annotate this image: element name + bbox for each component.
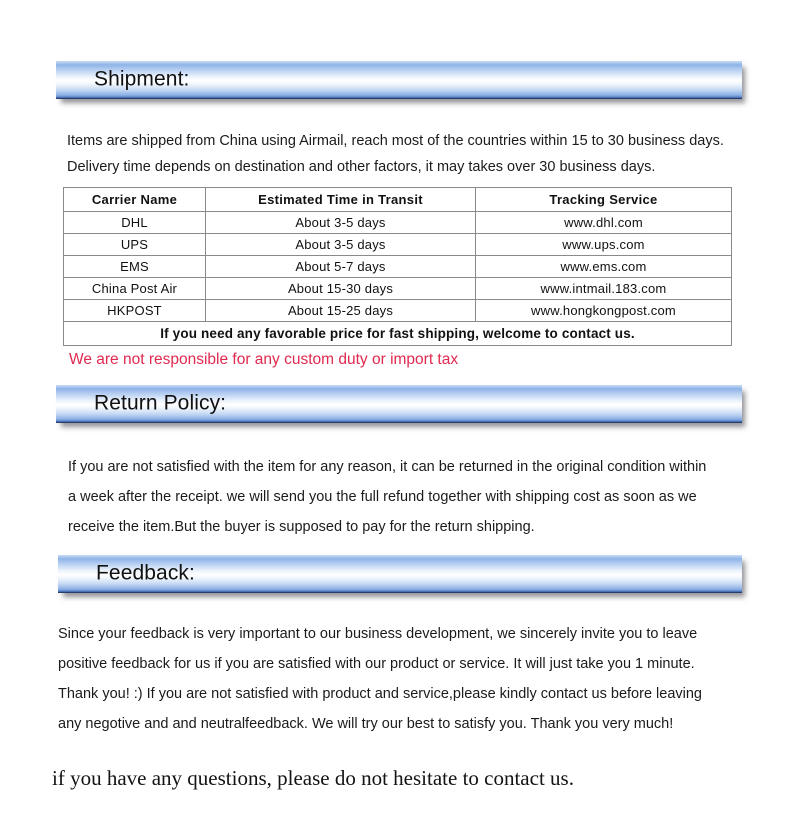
section-header-shipment [56, 61, 742, 99]
section-header-shipment-label: Shipment: [94, 67, 190, 91]
return-policy-line: If you are not satisfied with the item for any reason, it can be returned in the original condition within [68, 459, 707, 475]
section-header-feedback-label: Feedback: [96, 561, 195, 585]
feedback-line: any negotive and and neutralfeedback. We will try our best to satisfy you. Thank you very much! [58, 716, 674, 732]
cell-transit: About 15-30 days [206, 278, 476, 300]
table-footer-note: If you need any favorable price for fast shipping, welcome to contact us. [64, 322, 732, 346]
feedback-line: positive feedback for us if you are satisfied with our product or service. It will just take you 1 minute. [58, 656, 695, 672]
feedback-line: Since your feedback is very important to our business development, we sincerely invite you to leave [58, 626, 698, 642]
customs-duty-notice: We are not responsible for any custom duty or import tax [69, 351, 459, 368]
cell-transit: About 15-25 days [206, 300, 476, 322]
table-footer-row [64, 322, 732, 346]
table-row [64, 212, 732, 234]
cell-carrier: HKPOST [64, 300, 206, 322]
closing-line: if you have any questions, please do not hesitate to contact us. [52, 766, 574, 790]
cell-carrier: China Post Air [64, 278, 206, 300]
section-header-return-policy [56, 385, 742, 423]
shipment-paragraph-1: Items are shipped from China using Airmail, reach most of the countries within 15 to 30 business days. [67, 133, 724, 149]
return-policy-line: receive the item.But the buyer is supposed to pay for the return shipping. [68, 519, 535, 535]
cell-tracking: www.intmail.183.com [476, 278, 732, 300]
column-header-tracking: Tracking Service [476, 188, 732, 212]
table-row [64, 256, 732, 278]
cell-tracking: www.dhl.com [476, 212, 732, 234]
column-header-carrier: Carrier Name [64, 188, 206, 212]
feedback-text [58, 619, 758, 739]
cell-carrier: UPS [64, 234, 206, 256]
table-row [64, 300, 732, 322]
cell-carrier: EMS [64, 256, 206, 278]
cell-transit: About 5-7 days [206, 256, 476, 278]
feedback-line: Thank you! :) If you are not satisfied with product and service,please kindly contact us before leaving [58, 686, 702, 702]
return-policy-line: a week after the receipt. we will send you the full refund together with shipping cost as soon as we [68, 489, 697, 505]
return-policy-text [68, 452, 758, 542]
cell-transit: About 3-5 days [206, 234, 476, 256]
cell-tracking: www.hongkongpost.com [476, 300, 732, 322]
table-row [64, 278, 732, 300]
table-row [64, 234, 732, 256]
section-header-feedback [58, 555, 742, 593]
column-header-transit: Estimated Time in Transit [206, 188, 476, 212]
cell-tracking: www.ems.com [476, 256, 732, 278]
shipment-paragraph-2: Delivery time depends on destination and other factors, it may takes over 30 business days. [67, 159, 656, 175]
cell-transit: About 3-5 days [206, 212, 476, 234]
table-header-row [64, 188, 732, 212]
cell-carrier: DHL [64, 212, 206, 234]
shipping-methods-table [63, 187, 732, 346]
cell-tracking: www.ups.com [476, 234, 732, 256]
section-header-return-policy-label: Return Policy: [94, 391, 227, 415]
